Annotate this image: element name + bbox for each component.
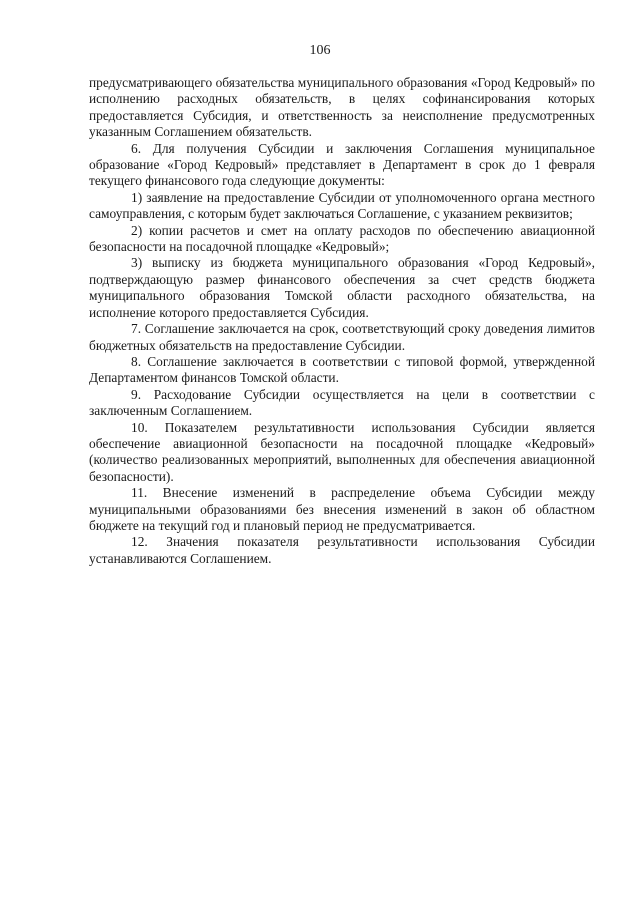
paragraph-item-6: 6. Для получения Субсидии и заключения Соглашения муниципальное образование «Город Кедровый» представляет в Департамент в срок до 1 февраля текущего финансового года следующие документы: <box>89 140 595 189</box>
paragraph-item-9: 9. Расходование Субсидии осуществляется на цели в соответствии с заключенным Соглашением. <box>89 386 595 419</box>
document-body <box>89 75 595 567</box>
paragraph-item-7: 7. Соглашение заключается на срок, соответствующий сроку доведения лимитов бюджетных обязательств на предоставление Субсидии. <box>89 321 595 353</box>
paragraph-item-10: 10. Показателем результативности использования Субсидии является обеспечение авиационной безопасности на посадочной площадке «Кедровый» (количество реализованных мероприятий, выполненных для обеспечения авиационной безопасности). <box>89 419 595 484</box>
paragraph-subitem-2: 2) копии расчетов и смет на оплату расходов по обеспечению авиационной безопасности на посадочной площадке «Кедровый»; <box>89 222 595 255</box>
paragraph-continuation: предусматривающего обязательства муниципального образования «Город Кедровый» по исполнению расходных обязательств, в целях софинансирования которых предоставляется Субсидия, и ответственность за неисполнение предусмотренных указанным Соглашением обязательств. <box>89 75 595 140</box>
paragraph-item-11: 11. Внесение изменений в распределение объема Субсидии между муниципальными образованиями без внесения изменений в закон об областном бюджете на текущий год и плановый период не предусматривается. <box>89 485 595 533</box>
paragraph-subitem-1: 1) заявление на предоставление Субсидии от уполномоченного органа местного самоуправления, с которым будет заключаться Соглашение, с указанием реквизитов; <box>89 189 595 222</box>
page-number: 106 <box>309 43 331 58</box>
paragraph-item-8: 8. Соглашение заключается в соответствии с типовой формой, утвержденной Департаментом финансов Томской области. <box>89 353 595 386</box>
paragraph-item-12: 12. Значения показателя результативности использования Субсидии устанавливаются Соглашением. <box>89 534 595 566</box>
paragraph-subitem-3: 3) выписку из бюджета муниципального образования «Город Кедровый», подтверждающую размер финансового обеспечения за счет средств бюджета муниципального образования Томской области расходного обязательства, на исполнение которого предоставляется Субсидия. <box>89 255 595 320</box>
